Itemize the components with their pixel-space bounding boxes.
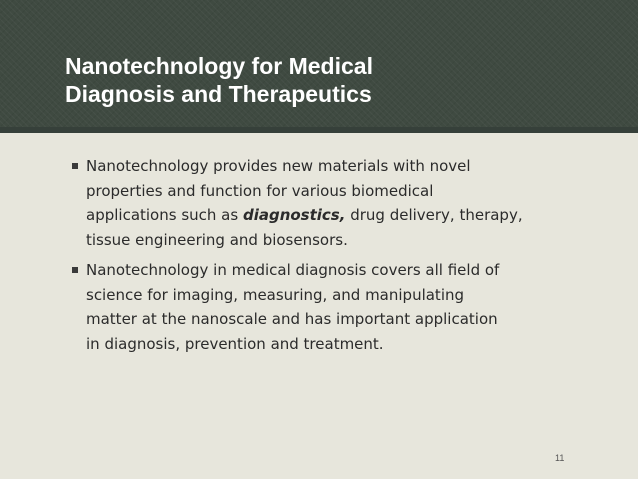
bullet-2-line-4: in diagnosis, prevention and treatment. [86, 334, 384, 353]
bullet-2-line-1: Nanotechnology in medical diagnosis covers all field of [86, 261, 500, 279]
emphasis-diagnostics: diagnostics, [242, 206, 346, 224]
slide-title-line-1: Nanotechnology for Medical [65, 53, 373, 79]
square-bullet-icon [72, 163, 78, 169]
page-number: 11 [555, 453, 565, 463]
slide-title-line-2: Diagnosis and Therapeutics [65, 81, 372, 107]
bullet-1-line-4: tissue engineering and biosensors. [86, 230, 348, 249]
bullet-2-line-2: science for imaging, measuring, and manipulating [86, 285, 465, 304]
bullet-1-line-3-text-after: drug delivery, therapy, [345, 206, 523, 224]
bullet-item-1 [72, 154, 572, 252]
slide-body [72, 154, 572, 362]
bullet-1-line-1: Nanotechnology provides new materials with novel [86, 157, 471, 175]
bullet-1-line-2: properties and function for various biomedical [86, 181, 434, 200]
square-bullet-icon [72, 267, 78, 273]
bullet-1-line-3-text-before: applications such as [86, 206, 243, 224]
bullet-2-line-3: matter at the nanoscale and has important application [86, 310, 498, 328]
slide-title [65, 52, 585, 108]
bullet-item-2 [72, 258, 572, 356]
bullet-1-line-3 [86, 203, 572, 228]
